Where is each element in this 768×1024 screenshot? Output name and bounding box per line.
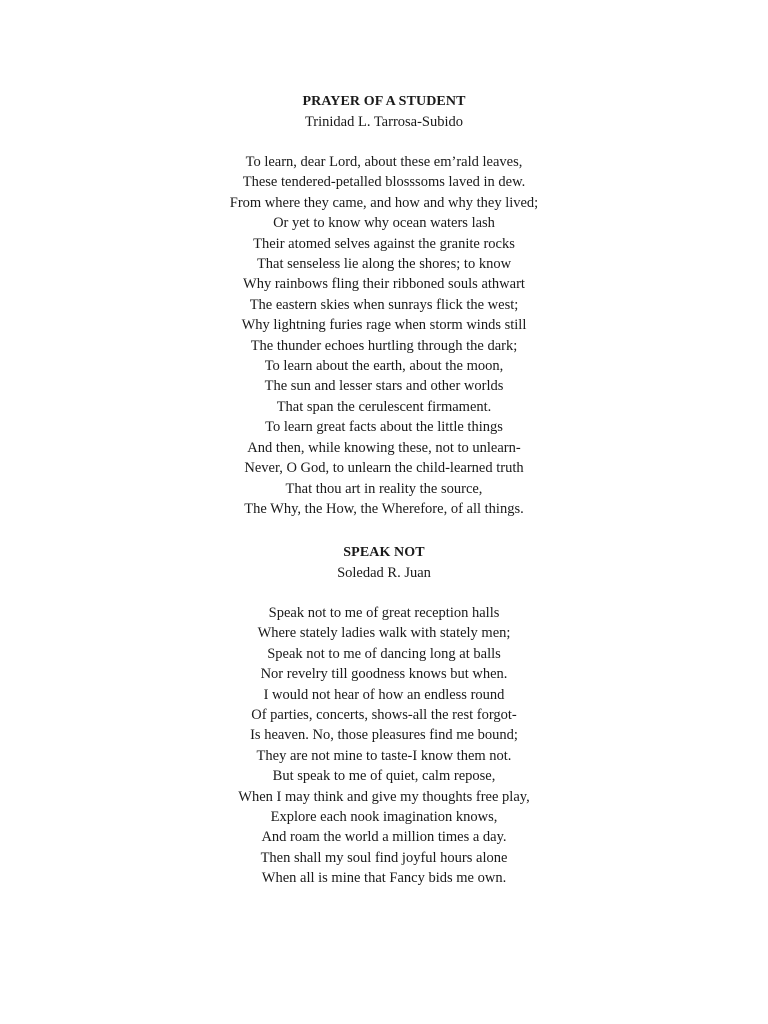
poem-line: To learn great facts about the little things: [265, 419, 503, 436]
poem-line: The eastern skies when sunrays flick the west;: [249, 296, 519, 313]
poem-line: Of parties, concerts, shows-all the rest forgot-: [251, 707, 517, 724]
poem-line: To learn about the earth, about the moon,: [264, 358, 504, 375]
poem-line: Nor revelry till goodness knows but when.: [260, 666, 508, 683]
poem-speak-not: [0, 543, 768, 889]
poem-author: Trinidad L. Tarrosa-Subido: [304, 114, 464, 130]
poem-line: Speak not to me of great reception halls: [268, 605, 500, 621]
poem-line: They are not mine to taste-I know them not.: [256, 747, 512, 764]
poem-line: I would not hear of how an endless round: [263, 686, 505, 703]
poem-line: The sun and lesser stars and other worlds: [264, 378, 504, 395]
poem-line: And then, while knowing these, not to unlearn-: [247, 439, 521, 456]
poem-line: When I may think and give my thoughts free play,: [238, 788, 530, 805]
poem-title: PRAYER OF A STUDENT: [302, 94, 466, 109]
poem-line: Explore each nook imagination knows,: [270, 809, 498, 826]
poem-line: That span the cerulescent firmament.: [276, 398, 492, 415]
poem-line: To learn, dear Lord, about these em’rald leaves,: [245, 154, 523, 170]
poem-line: That senseless lie along the shores; to know: [256, 256, 512, 273]
poem-line: Is heaven. No, those pleasures find me bound;: [250, 727, 518, 744]
poem-line: Speak not to me of dancing long at balls: [267, 645, 501, 662]
poem-line: And roam the world a million times a day.: [261, 829, 507, 846]
poem-line: Their atomed selves against the granite rocks: [253, 235, 515, 252]
poem-line: Never, O God, to unlearn the child-learned truth: [244, 460, 524, 477]
poem-line: Why rainbows fling their ribboned souls athwart: [243, 276, 525, 293]
poem-line: Where stately ladies walk with stately men;: [257, 625, 511, 642]
poem-line: From where they came, and how and why they lived;: [229, 194, 539, 211]
poem-line: That thou art in reality the source,: [285, 480, 483, 497]
poem-line: These tendered-petalled blosssoms laved in dew.: [242, 174, 526, 191]
poem-lines: [0, 152, 768, 519]
poem-line: Or yet to know why ocean waters lash: [273, 215, 495, 232]
poem-author: Soledad R. Juan: [337, 565, 431, 581]
poem-line: But speak to me of quiet, calm repose,: [272, 768, 496, 785]
poem-line: Then shall my soul find joyful hours alone: [260, 849, 508, 866]
poem-lines: [0, 603, 768, 889]
poem-line: The thunder echoes hurtling through the dark;: [250, 337, 518, 354]
poem-line: When all is mine that Fancy bids me own.: [261, 870, 507, 887]
poem-line: The Why, the How, the Wherefore, of all things.: [244, 500, 524, 517]
poem-title: SPEAK NOT: [343, 545, 425, 560]
poem-prayer-of-a-student: [0, 92, 768, 519]
poem-line: Why lightning furies rage when storm winds still: [241, 317, 527, 334]
